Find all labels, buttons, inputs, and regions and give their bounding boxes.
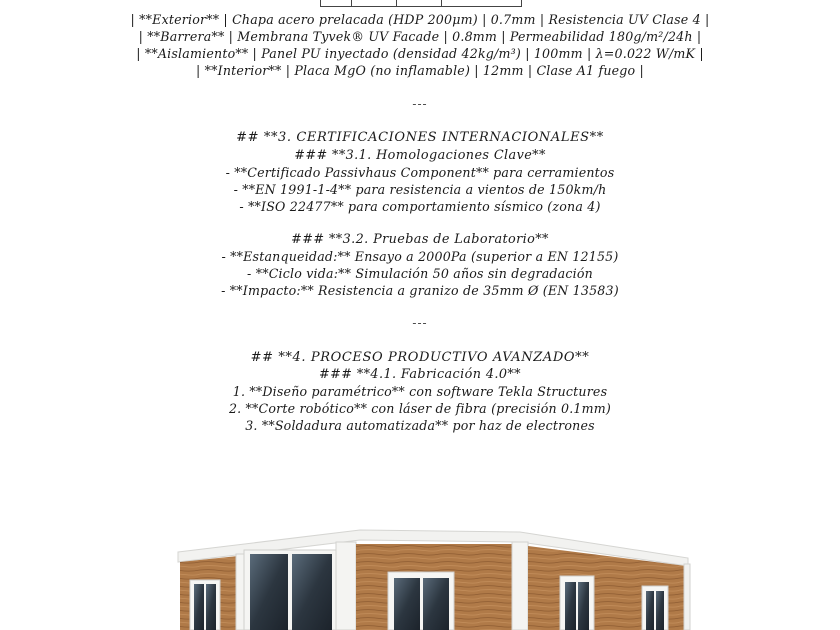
list-item: - **Ciclo vida:** Simulación 50 años sin degradación [247, 266, 593, 281]
section-4-heading: ## **4. PROCESO PRODUCTIVO AVANZADO** [250, 350, 590, 365]
table-row-interior: | **Interior** | Placa MgO (no inflamable) | 12mm | Clase A1 fuego | [196, 63, 644, 78]
separator: --- [412, 316, 428, 330]
list-item: 1. **Diseño paramétrico** con software Tekla Structures [232, 384, 608, 399]
separator: --- [412, 97, 428, 111]
section-3-heading: ## **3. CERTIFICACIONES INTERNACIONALES** [236, 130, 604, 145]
section-3-2-heading: ### **3.2. Pruebas de Laboratorio** [291, 232, 549, 247]
section-4-1-heading: ### **4.1. Fabricación 4.0** [319, 367, 521, 382]
table-row-aislamiento: | **Aislamiento** | Panel PU inyectado (densidad 42kg/m³) | 100mm | λ=0.022 W/mK | [136, 46, 704, 61]
table-row-barrera: | **Barrera** | Membrana Tyvek® UV Facade | 0.8mm | Permeabilidad 180g/m²/24h | [138, 29, 702, 44]
container-house-image [160, 520, 700, 630]
list-item: - **Certificado Passivhaus Component** para cerramientos [225, 165, 615, 180]
section-3-1-heading: ### **3.1. Homologaciones Clave** [294, 148, 546, 163]
list-item: 2. **Corte robótico** con láser de fibra (precisión 0.1mm) [228, 401, 612, 416]
list-item: - **Estanqueidad:** Ensayo a 2000Pa (superior a EN 12155) [221, 249, 619, 264]
table-top-border [320, 0, 522, 7]
list-item: - **ISO 22477** para comportamiento sísmico (zona 4) [239, 199, 601, 214]
list-item: - **Impacto:** Resistencia a granizo de 35mm Ø (EN 13583) [221, 283, 619, 298]
list-item: 3. **Soldadura automatizada** por haz de electrones [245, 418, 595, 433]
list-item: - **EN 1991-1-4** para resistencia a vientos de 150km/h [233, 182, 607, 197]
table-row-exterior: | **Exterior** | Chapa acero prelacada (HDP 200μm) | 0.7mm | Resistencia UV Clase 4 | [130, 12, 710, 27]
